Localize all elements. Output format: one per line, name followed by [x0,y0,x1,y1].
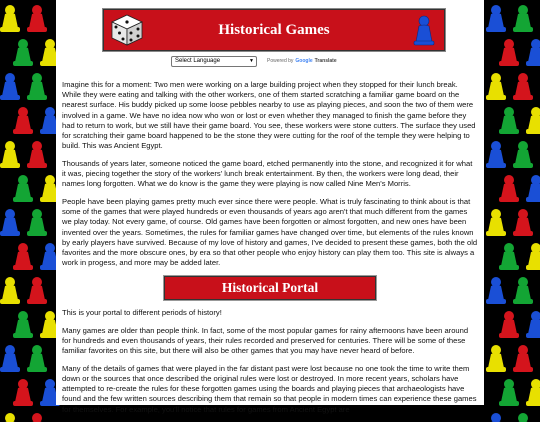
translate-link[interactable]: Translate [314,58,337,64]
background-pawn-icon [526,107,540,134]
google-logo[interactable]: Google [295,58,313,64]
intro-paragraph: People have been playing games pretty much ever since there were people. What is truly fascinating to think about is that some of the games that were played hundreds or even thousands of years ago aren't that much different from the games we play today. Not every game, of course. Old games have been forgotten or almost forgotten, and new ones have been invented over the years. Sometimes, the rules for familiar games have changed over time, but elements of the rules known by early players have survived. Because of my love of history and games, I've decided to present these games, both the old favorites and the more obscure ones, by era so that other people who enjoy history can play them too. This site is always a work in progess, and more may be added later. [62,197,478,268]
main-page [56,0,484,414]
background-pawn-icon [13,311,33,338]
background-pawn-icon [513,141,533,168]
pawn-icon [412,14,436,46]
background-pawn-icon [526,379,540,406]
intro-paragraph: Imagine this for a moment: Two men were working on a large building project when they stopped for their lunch break. While they were eating and talking with the other workers, one of them started scratching a familiar game board on the nearest surface. His buddy picked up some loose pebbles nearby to use as playing pieces, and soon the two of them were involved in a game. We have no idea now who won or lost or even whether they managed to finish the game before they had to return to work, but we still have their game board. You see, these workers were stone cutters. The surface they used for scratching their game board happened to be the stone they were cutting for the roof of the temple they were helping to build. This was Ancient Egypt. [62,80,476,151]
site-title: Historical Games [218,22,330,38]
background-pawn-icon [513,5,533,32]
background-pawn-icon [0,141,20,168]
background-pawn-icon [499,379,519,406]
background-pawn-icon [499,243,519,270]
background-pawn-icon [27,413,47,422]
background-pawn-icon [13,39,33,66]
google-translate-widget [171,56,337,66]
background-pawn-icon [486,209,506,236]
portal-title: Historical Portal [221,279,319,295]
background-pawn-icon [486,413,506,422]
portal-paragraph: This is your portal to different periods of history! [62,307,222,317]
background-pawn-icon [13,379,33,406]
background-pawn-icon [0,5,20,32]
intro-paragraph: Thousands of years later, someone noticed the game board, etched permanently into the stone, and recognized it for what it was, piecing together the story of the workers' lunch break entertainment. By then, the workers were long dead, their names long forgotten. What we do know is the game they were playing is now called Nine Men's Morris. [62,158,473,189]
background-pawn-icon [27,209,47,236]
background-pawn-icon [526,311,540,338]
background-pawn-icon [27,141,47,168]
background-pawn-icon [513,277,533,304]
background-pawn-icon [513,345,533,372]
chevron-down-icon: ▼ [249,57,254,64]
background-pawn-icon [0,73,20,100]
background-pawn-icon [27,5,47,32]
background-pawn-icon [499,175,519,202]
historical-portal-banner [164,276,376,300]
background-pawn-icon [27,73,47,100]
language-select[interactable] [171,56,257,67]
background-pawn-icon [526,175,540,202]
background-pawn-icon [513,209,533,236]
site-header-banner [103,9,445,51]
portal-paragraph: Many of the details of games that were played in the far distant past were lost because no one took the time to write them down or the sources that once described the original rules were lost or destroyed. In more recent years, scholars have attempted to re-create the rules for these forgotten games using the boards and playing pieces that archaeologists have found and the few written sources describing them that remain so that people in modern times can experience these games for themselves. For example, you'll notice that rules for games from Ancient Egypt are [62,363,477,414]
background-pawn-icon [27,277,47,304]
background-pawn-icon [499,311,519,338]
background-pawn-icon [486,5,506,32]
background-pawn-icon [499,39,519,66]
background-pawn-icon [486,277,506,304]
background-pawn-icon [0,413,20,422]
background-pawn-icon [0,209,20,236]
language-select-value: Select Language [175,57,221,64]
background-pawn-icon [499,107,519,134]
portal-paragraph: Many games are older than people think. In fact, some of the most popular games for rainy afternoons have been around for hundreds and even thousands of years, their rules recorded and preserved for centuries. There will be some of these familiar favorites on this site, but there will also be other games that you may have never heard of before. [62,325,469,356]
background-pawn-icon [526,39,540,66]
background-pawn-icon [13,107,33,134]
article-content [62,80,478,422]
background-pawn-icon [526,243,540,270]
background-pawn-icon [486,345,506,372]
background-pawn-icon [27,345,47,372]
powered-by-label: Powered by [267,58,294,64]
background-pawn-icon [513,73,533,100]
background-pawn-icon [513,413,533,422]
background-pawn-icon [13,243,33,270]
background-pawn-icon [486,73,506,100]
background-pawn-icon [0,345,20,372]
background-pawn-icon [13,175,33,202]
background-pawn-icon [486,141,506,168]
background-pawn-icon [0,277,20,304]
powered-by-google [267,58,337,64]
